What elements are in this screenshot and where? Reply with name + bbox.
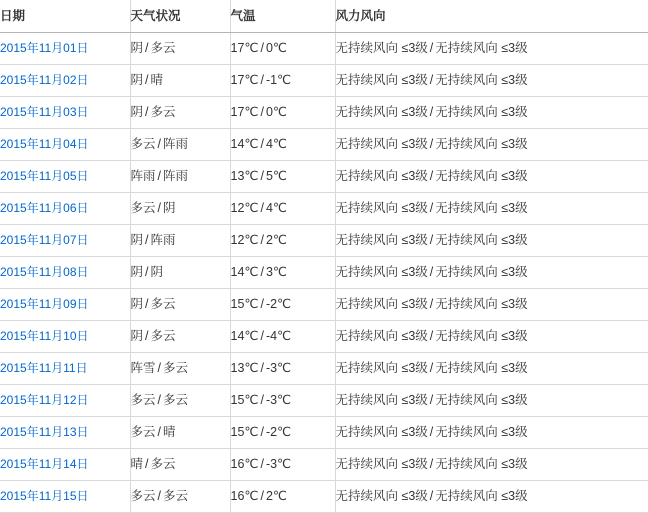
temperature-low: -3℃ bbox=[265, 457, 292, 471]
wind-separator: / bbox=[429, 169, 434, 183]
cell-wind bbox=[335, 449, 648, 481]
condition-night: 多云 bbox=[163, 489, 189, 503]
temperature-separator: / bbox=[260, 73, 264, 87]
cell-condition bbox=[130, 65, 230, 97]
wind-day: 无持续风向 ≤3级 bbox=[335, 41, 428, 55]
condition-day: 阴 bbox=[130, 233, 144, 247]
cell-wind bbox=[335, 193, 648, 225]
temperature-low: -2℃ bbox=[265, 425, 292, 439]
wind-day: 无持续风向 ≤3级 bbox=[335, 361, 428, 375]
temperature-high: 16℃ bbox=[230, 489, 259, 503]
column-header-wind: 风力风向 bbox=[335, 0, 648, 33]
temperature-separator: / bbox=[260, 425, 264, 439]
cell-condition bbox=[130, 449, 230, 481]
cell-date bbox=[0, 385, 130, 417]
date-link[interactable]: 2015年11月03日 bbox=[0, 105, 89, 119]
wind-night: 无持续风向 ≤3级 bbox=[435, 201, 528, 215]
cell-condition bbox=[130, 161, 230, 193]
table-row bbox=[0, 289, 648, 321]
wind-separator: / bbox=[429, 41, 434, 55]
condition-separator: / bbox=[145, 297, 149, 311]
temperature-low: -2℃ bbox=[265, 297, 292, 311]
table-row bbox=[0, 257, 648, 289]
cell-date bbox=[0, 353, 130, 385]
cell-date bbox=[0, 161, 130, 193]
wind-day: 无持续风向 ≤3级 bbox=[335, 73, 428, 87]
condition-day: 阴 bbox=[130, 329, 144, 343]
cell-condition bbox=[130, 289, 230, 321]
cell-wind bbox=[335, 65, 648, 97]
condition-separator: / bbox=[157, 361, 161, 375]
table-row bbox=[0, 225, 648, 257]
wind-separator: / bbox=[429, 361, 434, 375]
cell-temperature bbox=[230, 353, 335, 385]
condition-separator: / bbox=[145, 329, 149, 343]
wind-night: 无持续风向 ≤3级 bbox=[435, 329, 528, 343]
cell-temperature bbox=[230, 321, 335, 353]
cell-wind bbox=[335, 481, 648, 513]
wind-day: 无持续风向 ≤3级 bbox=[335, 105, 428, 119]
condition-day: 多云 bbox=[130, 201, 156, 215]
condition-separator: / bbox=[145, 233, 149, 247]
wind-night: 无持续风向 ≤3级 bbox=[435, 137, 528, 151]
table-row bbox=[0, 65, 648, 97]
date-link[interactable]: 2015年11月11日 bbox=[0, 361, 88, 375]
condition-separator: / bbox=[157, 201, 161, 215]
cell-wind bbox=[335, 321, 648, 353]
condition-night: 多云 bbox=[150, 329, 176, 343]
temperature-separator: / bbox=[260, 489, 264, 503]
wind-day: 无持续风向 ≤3级 bbox=[335, 393, 428, 407]
cell-date bbox=[0, 65, 130, 97]
wind-night: 无持续风向 ≤3级 bbox=[435, 457, 528, 471]
temperature-high: 16℃ bbox=[230, 457, 259, 471]
date-link[interactable]: 2015年11月13日 bbox=[0, 425, 89, 439]
condition-night: 多云 bbox=[150, 105, 176, 119]
cell-temperature bbox=[230, 33, 335, 65]
cell-condition bbox=[130, 97, 230, 129]
cell-date bbox=[0, 449, 130, 481]
date-link[interactable]: 2015年11月01日 bbox=[0, 41, 89, 55]
temperature-low: 0℃ bbox=[265, 105, 287, 119]
date-link[interactable]: 2015年11月14日 bbox=[0, 457, 89, 471]
temperature-high: 15℃ bbox=[230, 297, 259, 311]
wind-night: 无持续风向 ≤3级 bbox=[435, 361, 528, 375]
temperature-low: 5℃ bbox=[265, 169, 287, 183]
table-row bbox=[0, 449, 648, 481]
condition-night: 多云 bbox=[163, 393, 189, 407]
cell-temperature bbox=[230, 129, 335, 161]
temperature-separator: / bbox=[260, 329, 264, 343]
cell-condition bbox=[130, 481, 230, 513]
table-header bbox=[0, 0, 648, 33]
cell-wind bbox=[335, 97, 648, 129]
table-row bbox=[0, 33, 648, 65]
temperature-low: 2℃ bbox=[265, 489, 287, 503]
condition-night: 阵雨 bbox=[150, 233, 176, 247]
wind-separator: / bbox=[429, 137, 434, 151]
table-row bbox=[0, 417, 648, 449]
wind-night: 无持续风向 ≤3级 bbox=[435, 265, 528, 279]
wind-day: 无持续风向 ≤3级 bbox=[335, 425, 428, 439]
date-link[interactable]: 2015年11月09日 bbox=[0, 297, 89, 311]
wind-day: 无持续风向 ≤3级 bbox=[335, 297, 428, 311]
temperature-high: 14℃ bbox=[230, 329, 259, 343]
temperature-separator: / bbox=[260, 265, 264, 279]
wind-separator: / bbox=[429, 265, 434, 279]
temperature-separator: / bbox=[260, 393, 264, 407]
cell-date bbox=[0, 289, 130, 321]
date-link[interactable]: 2015年11月04日 bbox=[0, 137, 89, 151]
cell-condition bbox=[130, 129, 230, 161]
condition-day: 阴 bbox=[130, 105, 144, 119]
temperature-low: 2℃ bbox=[265, 233, 287, 247]
wind-night: 无持续风向 ≤3级 bbox=[435, 41, 528, 55]
cell-date bbox=[0, 225, 130, 257]
temperature-separator: / bbox=[260, 201, 264, 215]
wind-separator: / bbox=[429, 457, 434, 471]
temperature-high: 14℃ bbox=[230, 137, 259, 151]
cell-condition bbox=[130, 225, 230, 257]
temperature-low: -4℃ bbox=[265, 329, 292, 343]
condition-day: 阴 bbox=[130, 73, 144, 87]
condition-night: 阵雨 bbox=[163, 169, 189, 183]
cell-temperature bbox=[230, 97, 335, 129]
cell-temperature bbox=[230, 449, 335, 481]
table-row bbox=[0, 353, 648, 385]
wind-separator: / bbox=[429, 233, 434, 247]
wind-day: 无持续风向 ≤3级 bbox=[335, 137, 428, 151]
wind-separator: / bbox=[429, 425, 434, 439]
table-header-row bbox=[0, 0, 648, 33]
cell-condition bbox=[130, 193, 230, 225]
cell-wind bbox=[335, 33, 648, 65]
cell-temperature bbox=[230, 417, 335, 449]
temperature-high: 12℃ bbox=[230, 233, 259, 247]
cell-condition bbox=[130, 353, 230, 385]
temperature-high: 17℃ bbox=[230, 73, 259, 87]
cell-wind bbox=[335, 129, 648, 161]
cell-temperature bbox=[230, 161, 335, 193]
wind-day: 无持续风向 ≤3级 bbox=[335, 489, 428, 503]
condition-day: 阵雪 bbox=[130, 361, 156, 375]
cell-temperature bbox=[230, 289, 335, 321]
condition-separator: / bbox=[157, 489, 161, 503]
column-header-date: 日期 bbox=[0, 0, 130, 33]
temperature-low: 0℃ bbox=[265, 41, 287, 55]
temperature-low: 3℃ bbox=[265, 265, 287, 279]
temperature-separator: / bbox=[260, 297, 264, 311]
condition-night: 晴 bbox=[163, 425, 176, 439]
wind-separator: / bbox=[429, 329, 434, 343]
condition-night: 阵雨 bbox=[163, 137, 189, 151]
cell-condition bbox=[130, 385, 230, 417]
condition-night: 多云 bbox=[150, 457, 176, 471]
wind-separator: / bbox=[429, 105, 434, 119]
condition-separator: / bbox=[157, 137, 161, 151]
wind-day: 无持续风向 ≤3级 bbox=[335, 233, 428, 247]
cell-wind bbox=[335, 385, 648, 417]
column-header-condition: 天气状况 bbox=[130, 0, 230, 33]
wind-separator: / bbox=[429, 297, 434, 311]
cell-temperature bbox=[230, 225, 335, 257]
cell-date bbox=[0, 321, 130, 353]
wind-separator: / bbox=[429, 393, 434, 407]
temperature-separator: / bbox=[260, 457, 264, 471]
temperature-low: 4℃ bbox=[265, 137, 287, 151]
condition-separator: / bbox=[157, 393, 161, 407]
date-link[interactable]: 2015年11月08日 bbox=[0, 265, 89, 279]
temperature-separator: / bbox=[260, 233, 264, 247]
temperature-high: 13℃ bbox=[230, 361, 259, 375]
wind-night: 无持续风向 ≤3级 bbox=[435, 105, 528, 119]
temperature-high: 12℃ bbox=[230, 201, 259, 215]
wind-day: 无持续风向 ≤3级 bbox=[335, 265, 428, 279]
wind-day: 无持续风向 ≤3级 bbox=[335, 457, 428, 471]
table-row bbox=[0, 193, 648, 225]
temperature-low: -1℃ bbox=[265, 73, 292, 87]
condition-day: 多云 bbox=[130, 489, 156, 503]
temperature-separator: / bbox=[260, 137, 264, 151]
condition-night: 多云 bbox=[150, 41, 176, 55]
cell-temperature bbox=[230, 481, 335, 513]
cell-wind bbox=[335, 225, 648, 257]
condition-day: 阴 bbox=[130, 265, 144, 279]
cell-condition bbox=[130, 257, 230, 289]
wind-day: 无持续风向 ≤3级 bbox=[335, 329, 428, 343]
temperature-separator: / bbox=[260, 169, 264, 183]
temperature-separator: / bbox=[260, 361, 264, 375]
cell-condition bbox=[130, 33, 230, 65]
date-link[interactable]: 2015年11月15日 bbox=[0, 489, 89, 503]
cell-date bbox=[0, 257, 130, 289]
wind-separator: / bbox=[429, 73, 434, 87]
temperature-separator: / bbox=[260, 105, 264, 119]
condition-night: 晴 bbox=[150, 73, 164, 87]
temperature-high: 15℃ bbox=[230, 393, 259, 407]
condition-separator: / bbox=[145, 41, 149, 55]
cell-wind bbox=[335, 257, 648, 289]
cell-condition bbox=[130, 417, 230, 449]
temperature-low: -3℃ bbox=[265, 361, 292, 375]
condition-night: 多云 bbox=[163, 361, 189, 375]
wind-separator: / bbox=[429, 201, 434, 215]
temperature-high: 13℃ bbox=[230, 169, 259, 183]
temperature-low: -3℃ bbox=[265, 393, 292, 407]
temperature-high: 17℃ bbox=[230, 105, 259, 119]
cell-wind bbox=[335, 289, 648, 321]
cell-condition bbox=[130, 321, 230, 353]
date-link[interactable]: 2015年11月10日 bbox=[0, 329, 89, 343]
date-link[interactable]: 2015年11月05日 bbox=[0, 169, 89, 183]
condition-separator: / bbox=[157, 425, 161, 439]
cell-date bbox=[0, 481, 130, 513]
wind-separator: / bbox=[429, 489, 434, 503]
cell-temperature bbox=[230, 65, 335, 97]
date-link[interactable]: 2015年11月12日 bbox=[0, 393, 89, 407]
condition-separator: / bbox=[157, 169, 161, 183]
temperature-high: 14℃ bbox=[230, 265, 259, 279]
cell-temperature bbox=[230, 385, 335, 417]
wind-night: 无持续风向 ≤3级 bbox=[435, 73, 528, 87]
wind-day: 无持续风向 ≤3级 bbox=[335, 169, 428, 183]
condition-separator: / bbox=[145, 457, 149, 471]
cell-temperature bbox=[230, 193, 335, 225]
table-row bbox=[0, 385, 648, 417]
table-body bbox=[0, 33, 648, 513]
wind-night: 无持续风向 ≤3级 bbox=[435, 425, 528, 439]
table-row bbox=[0, 481, 648, 513]
cell-date bbox=[0, 97, 130, 129]
condition-day: 多云 bbox=[130, 393, 156, 407]
wind-night: 无持续风向 ≤3级 bbox=[435, 169, 528, 183]
condition-day: 多云 bbox=[130, 137, 156, 151]
wind-night: 无持续风向 ≤3级 bbox=[435, 393, 528, 407]
wind-night: 无持续风向 ≤3级 bbox=[435, 489, 528, 503]
column-header-temperature: 气温 bbox=[230, 0, 335, 33]
temperature-separator: / bbox=[260, 41, 264, 55]
temperature-high: 17℃ bbox=[230, 41, 259, 55]
condition-separator: / bbox=[145, 105, 149, 119]
cell-wind bbox=[335, 161, 648, 193]
condition-night: 多云 bbox=[150, 297, 176, 311]
condition-day: 多云 bbox=[130, 425, 156, 439]
cell-date bbox=[0, 33, 130, 65]
condition-night: 阴 bbox=[163, 201, 176, 215]
wind-day: 无持续风向 ≤3级 bbox=[335, 201, 428, 215]
condition-separator: / bbox=[145, 265, 149, 279]
cell-temperature bbox=[230, 257, 335, 289]
date-link[interactable]: 2015年11月02日 bbox=[0, 73, 89, 87]
wind-night: 无持续风向 ≤3级 bbox=[435, 233, 528, 247]
condition-day: 阴 bbox=[130, 41, 144, 55]
table-row bbox=[0, 97, 648, 129]
condition-day: 阴 bbox=[130, 297, 144, 311]
cell-date bbox=[0, 417, 130, 449]
condition-day: 晴 bbox=[130, 457, 144, 471]
date-link[interactable]: 2015年11月06日 bbox=[0, 201, 89, 215]
wind-night: 无持续风向 ≤3级 bbox=[435, 297, 528, 311]
cell-date bbox=[0, 193, 130, 225]
table-row bbox=[0, 321, 648, 353]
condition-day: 阵雨 bbox=[130, 169, 156, 183]
cell-wind bbox=[335, 417, 648, 449]
temperature-high: 15℃ bbox=[230, 425, 259, 439]
condition-separator: / bbox=[145, 73, 149, 87]
cell-wind bbox=[335, 353, 648, 385]
temperature-low: 4℃ bbox=[265, 201, 287, 215]
cell-date bbox=[0, 129, 130, 161]
table-row bbox=[0, 129, 648, 161]
condition-night: 阴 bbox=[150, 265, 164, 279]
table-row bbox=[0, 161, 648, 193]
date-link[interactable]: 2015年11月07日 bbox=[0, 233, 89, 247]
